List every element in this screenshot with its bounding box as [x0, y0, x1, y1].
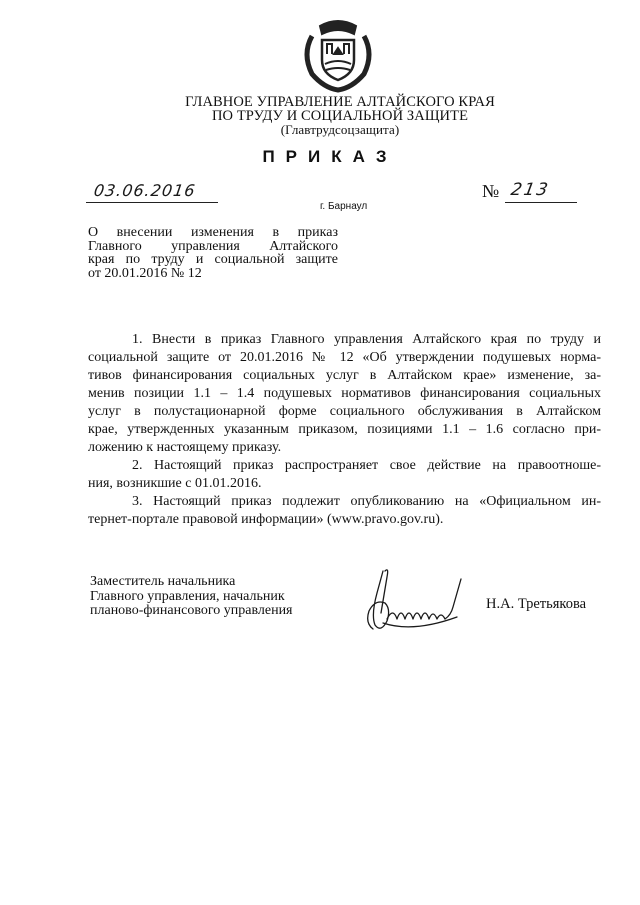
number-field	[505, 180, 577, 203]
handwritten-signature	[353, 563, 478, 643]
order-body	[88, 331, 601, 529]
order-subject	[88, 226, 338, 280]
body-line: ния, возникшие с 01.01.2016.	[88, 476, 262, 491]
signer-position-line: Главного управления, начальник	[90, 588, 285, 604]
subject-line: края по труду и социальной защите	[88, 252, 338, 267]
org-name-line1: ГЛАВНОЕ УПРАВЛЕНИЕ АЛТАЙСКОГО КРАЯ	[185, 94, 495, 110]
body-line: тивов финансирования социальных услуг в Алтайском крае» изменение, за-	[88, 368, 601, 383]
coat-of-arms-icon	[298, 14, 378, 94]
body-line: социальной защите от 20.01.2016 № 12 «Об утверждении подушевых норма-	[88, 350, 601, 365]
org-abbreviation: (Главтрудсоцзащита)	[280, 122, 400, 137]
handwritten-date: 03.06.2016	[92, 181, 197, 200]
subject-line: О внесении изменения в приказ	[88, 225, 338, 240]
signer-name: Н.А. Третьякова	[486, 596, 587, 612]
subject-line: от 20.01.2016 № 12	[88, 265, 202, 281]
body-line: 1. Внести в приказ Главного управления Алтайского края по труду и	[132, 332, 601, 347]
body-line: 3. Настоящий приказ подлежит опубликованию на «Официальном ин-	[132, 494, 601, 509]
body-line: тернет-портале правовой информации» (www.pravo.gov.ru).	[88, 512, 444, 527]
subject-line: Главного управления Алтайского	[88, 238, 338, 254]
body-line: ложению к настоящему приказу.	[88, 440, 282, 455]
body-line: 2. Настоящий приказ распространяет свое действие на правоотноше-	[132, 458, 601, 473]
org-name-line2: ПО ТРУДУ И СОЦИАЛЬНОЙ ЗАЩИТЕ	[211, 108, 469, 124]
body-line: крае, утвержденных указанным приказом, позициями 1.1 – 1.6 согласно при-	[88, 422, 601, 437]
date-field	[86, 180, 218, 203]
signer-position	[90, 575, 293, 619]
body-line: менив позиции 1.1 – 1.4 подушевых нормативов финансирования социальных	[88, 386, 601, 401]
signer-position-line: планово-финансового управления	[90, 603, 293, 618]
organization-header	[150, 95, 530, 137]
city: г. Барнаул	[320, 201, 368, 212]
body-line: услуг в полустационарной форме социального обслуживания в Алтайском	[88, 404, 601, 419]
number-label: №	[482, 181, 500, 201]
document-title: ПРИКАЗ	[262, 147, 398, 166]
handwritten-number: 213	[509, 180, 552, 200]
signer-position-line: Заместитель начальника	[90, 574, 236, 589]
